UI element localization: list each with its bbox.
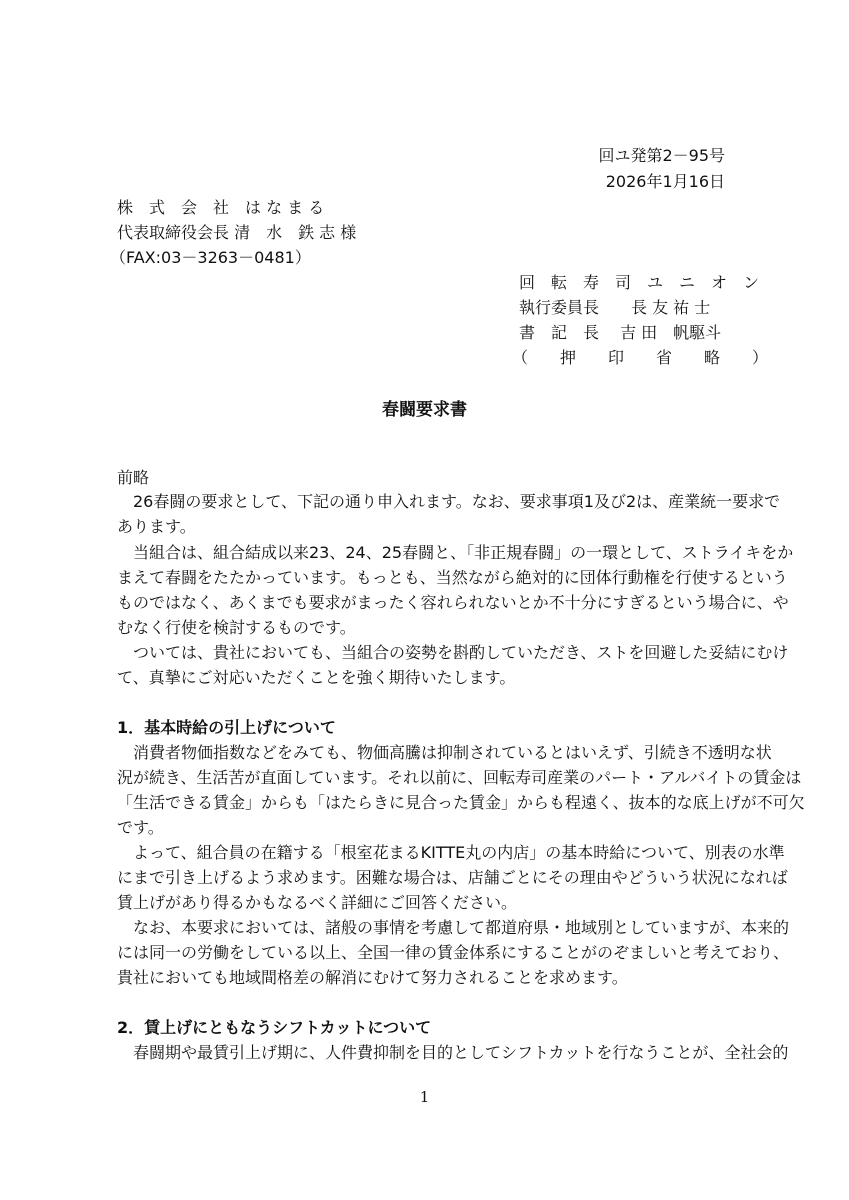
text-line: にまで引き上げるよう求めます。困難な場合は、店舗ごとにその理由やどういう状況になれば — [117, 868, 788, 887]
document-number: 回ユ発第2－95号 — [598, 146, 725, 165]
recipient-person: 代表取締役会長 清 水 鉄 志 様 — [117, 223, 357, 242]
text-line: なお、本要求においては、諸般の事情を考慮して都道府県・地域別としていますが、本来的 — [117, 918, 790, 937]
text-line: 春闘期や最賃引上げ期に、人件費抑制を目的としてシフトカットを行なうことが、全社会的 — [117, 1043, 789, 1062]
text-line: 消費者物価指数などをみても、物価高騰は抑制されているとはいえず、引続き不透明な状 — [117, 743, 772, 762]
text-line: です。 — [117, 818, 164, 837]
text-line: ついては、貴社においても、当組合の姿勢を斟酌していただき、ストを回避した妥結にむけ — [117, 643, 789, 662]
text-line: 当組合は、組合結成以来23、24、25春闘と、「非正規春闘」の一環として、ストライキをか — [117, 543, 794, 562]
text-line: 「生活できる賃金」からも「はたらきに見合った賃金」からも程遠く、抜本的な底上げが不可欠 — [117, 793, 805, 812]
opening-salutation: 前略 — [117, 468, 150, 487]
text-line: 26春闘の要求として、下記の通り申入れます。なお、要求事項1及び2は、産業統一要求で — [117, 492, 781, 511]
text-line: ものではなく、あくまでも要求がまったく容れられないとか不十分にすぎるという場合に、や — [117, 593, 789, 612]
sender-chair: 執行委員長 長 友 祐 士 — [519, 298, 711, 317]
text-line: むなく行使を検討するものです。 — [117, 618, 356, 637]
sender-union: 回 転 寿 司 ユ ニ オ ン — [519, 273, 760, 292]
text-line: て、真摯にご対応いただくことを強く期待いたします。 — [117, 668, 516, 687]
text-line: 賃上げがあり得るかもなるべく詳細にご回答ください。 — [117, 893, 518, 912]
section-2-heading: 2．賃上げにともなうシフトカットについて — [117, 1018, 432, 1037]
sender-secretary: 書 記 長 吉 田 帆駆斗 — [519, 323, 722, 342]
document-date: 2026年1月16日 — [605, 172, 725, 191]
text-line: あります。 — [117, 517, 196, 536]
section-1-heading: 1．基本時給の引上げについて — [117, 718, 336, 737]
text-line: まえて春闘をたたかっています。もっとも、当然ながら絶対的に団体行動権を行使するという — [117, 568, 788, 587]
text-line: には同一の労働をしている以上、全国一律の賃金体系にすることがのぞましいと考えており、 — [117, 943, 790, 962]
recipient-fax: （FAX:03－3263－0481） — [110, 248, 311, 267]
recipient-company: 株 式 会 社 は な ま る — [117, 198, 325, 217]
text-line: 況が続き、生活苦が直面しています。それ以前に、回転寿司産業のパート・アルバイトの賃金は — [117, 768, 802, 787]
page-number: 1 — [419, 1088, 430, 1106]
seal-note: （ 押 印 省 略 ） — [512, 348, 769, 367]
text-line: 貴社においても地域間格差の解消にむけて努力されることを求めます。 — [117, 968, 628, 987]
page-title: 春闘要求書 — [382, 400, 467, 420]
text-line: よって、組合員の在籍する「根室花まるKITTE丸の内店」の基本時給について、別表の水準 — [117, 843, 785, 862]
